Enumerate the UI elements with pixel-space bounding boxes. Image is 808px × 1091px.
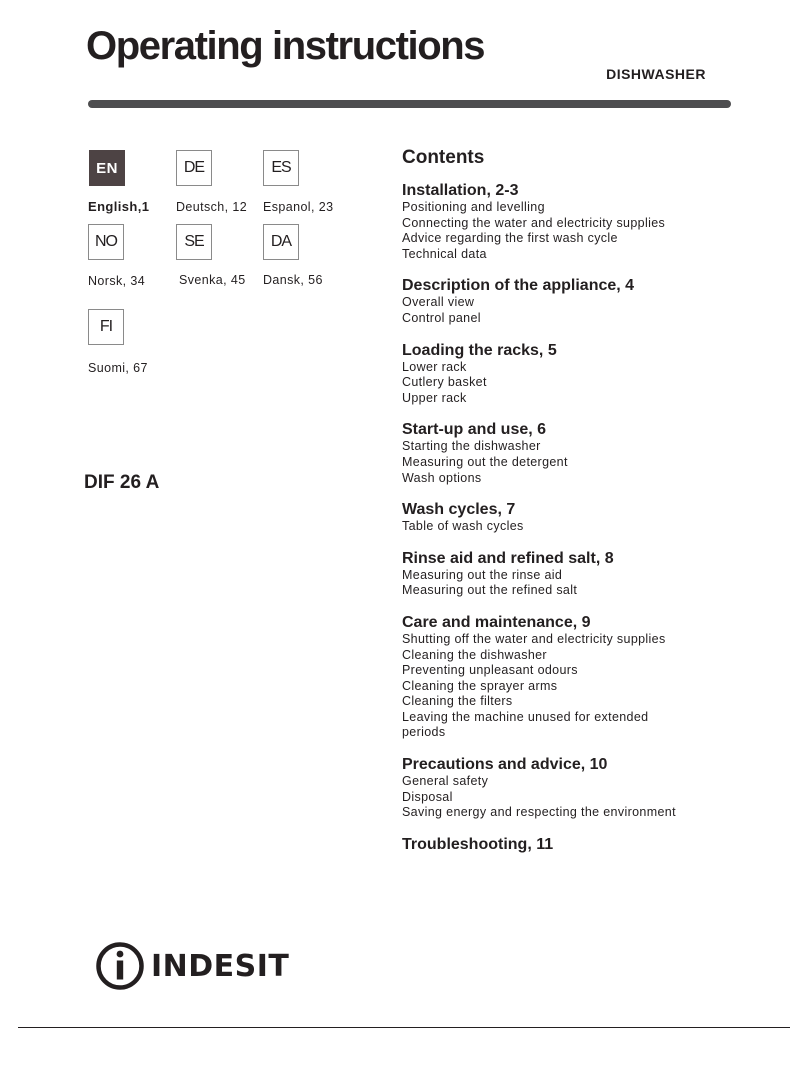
lang-box-de[interactable]: DE <box>176 150 212 186</box>
toc-item[interactable]: General safety <box>402 774 489 789</box>
toc-section <box>402 835 702 854</box>
lang-label-fi[interactable]: Suomi, 67 <box>88 361 148 375</box>
toc-item[interactable]: periods <box>402 725 446 740</box>
toc-section-title[interactable]: Care and maintenance, 9 <box>402 613 591 631</box>
toc-section <box>402 613 702 741</box>
toc-section <box>402 755 702 821</box>
toc-section <box>402 500 702 535</box>
toc-item[interactable]: Measuring out the refined salt <box>402 583 578 598</box>
page-title: Operating instructions <box>86 24 485 68</box>
toc-section <box>402 341 702 407</box>
toc-item[interactable]: Starting the dishwasher <box>402 439 541 454</box>
toc-item[interactable]: Cleaning the filters <box>402 694 513 709</box>
toc-item[interactable]: Lower rack <box>402 359 467 374</box>
toc-section <box>402 181 702 262</box>
toc-section <box>402 420 702 486</box>
toc-section <box>402 549 702 599</box>
lang-box-da[interactable]: DA <box>263 224 299 260</box>
lang-label-no[interactable]: Norsk, 34 <box>88 274 146 288</box>
toc-item[interactable]: Measuring out the rinse aid <box>402 567 563 582</box>
toc-item[interactable]: Upper rack <box>402 390 467 405</box>
toc-item[interactable]: Advice regarding the first wash cycle <box>402 231 618 246</box>
lang-box-en[interactable]: EN <box>89 150 125 186</box>
toc-sections <box>402 181 702 854</box>
toc-item[interactable]: Overall view <box>402 295 475 310</box>
toc-section-title[interactable]: Installation, 2-3 <box>402 182 519 199</box>
lang-label-es[interactable]: Espanol, 23 <box>263 200 334 214</box>
toc-item[interactable]: Preventing unpleasant odours <box>402 663 578 678</box>
lang-label-en[interactable]: English,1 <box>88 199 150 214</box>
lang-label-de[interactable]: Deutsch, 12 <box>176 200 248 214</box>
model-number: DIF 26 A <box>84 472 160 493</box>
toc-section-title[interactable]: Troubleshooting, 11 <box>402 835 554 853</box>
product-type: DISHWASHER <box>606 66 706 82</box>
toc-section-title[interactable]: Description of the appliance, 4 <box>402 277 635 295</box>
lang-box-es[interactable]: ES <box>263 150 299 186</box>
toc-item[interactable]: Shutting off the water and electricity supplies <box>402 631 666 646</box>
toc-item[interactable]: Connecting the water and electricity supplies <box>402 215 666 230</box>
toc-item[interactable]: Table of wash cycles <box>402 519 524 534</box>
footer-divider <box>18 1027 790 1028</box>
lang-label-se[interactable]: Svenka, 45 <box>179 273 246 287</box>
table-of-contents <box>402 146 702 868</box>
toc-section <box>402 276 702 326</box>
toc-item[interactable]: Leaving the machine unused for extended <box>402 709 649 724</box>
toc-item[interactable]: Saving energy and respecting the environment <box>402 805 676 820</box>
lang-label-da[interactable]: Dansk, 56 <box>263 273 323 287</box>
toc-item[interactable]: Positioning and levelling <box>402 200 545 214</box>
lang-box-se[interactable]: SE <box>176 224 212 260</box>
toc-section-title[interactable]: Precautions and advice, 10 <box>402 756 608 774</box>
contents-heading: Contents <box>402 147 485 168</box>
toc-item[interactable]: Disposal <box>402 789 453 804</box>
indesit-logo-icon <box>95 941 145 991</box>
toc-item[interactable]: Cleaning the dishwasher <box>402 647 547 662</box>
brand-logo <box>95 940 289 992</box>
toc-item[interactable]: Measuring out the detergent <box>402 454 568 469</box>
toc-item[interactable]: Cleaning the sprayer arms <box>402 678 558 693</box>
toc-item[interactable]: Cutlery basket <box>402 375 487 390</box>
toc-section-title[interactable]: Wash cycles, 7 <box>402 501 516 519</box>
toc-item[interactable]: Wash options <box>402 470 482 485</box>
lang-box-no[interactable]: NO <box>88 224 124 260</box>
toc-section-title[interactable]: Rinse aid and refined salt, 8 <box>402 549 614 567</box>
toc-section-title[interactable]: Start-up and use, 6 <box>402 421 547 439</box>
lang-box-fi[interactable]: FI <box>88 309 124 345</box>
header-divider <box>88 100 731 108</box>
toc-item[interactable]: Technical data <box>402 246 487 261</box>
brand-name: INDESIT <box>151 948 290 984</box>
toc-item[interactable]: Control panel <box>402 310 481 325</box>
toc-section-title[interactable]: Loading the racks, 5 <box>402 341 557 359</box>
